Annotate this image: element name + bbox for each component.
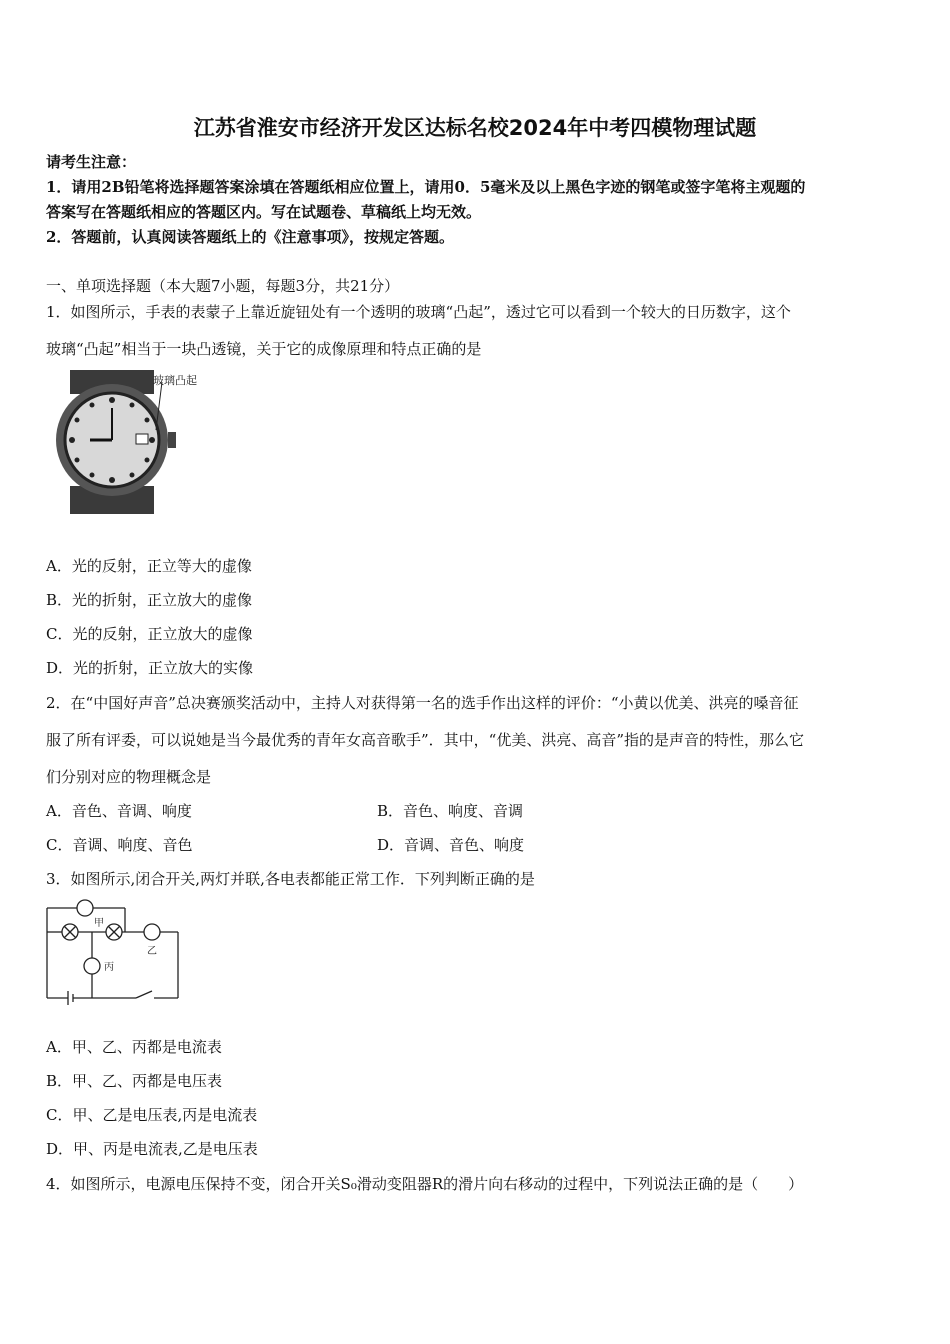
q2-stem-line-2: 服了所有评委，可以说她是当今最优秀的青年女高音歌手”．其中，“优美、洪亮、高音”指的是声音的特性，那么它 [46, 731, 805, 749]
q3-option-a: A．甲、乙、丙都是电流表 [46, 1038, 222, 1056]
q2-option-d: D．音调、音色、响度 [377, 836, 525, 854]
q3-option-b: B．甲、乙、丙都是电压表 [46, 1072, 223, 1090]
q1-option-a: A．光的反射，正立等大的虚像 [46, 557, 252, 575]
q1-watch-figure [50, 368, 220, 516]
q2-option-c: C．音调、响度、音色 [46, 836, 193, 854]
q1-figure-label: 玻璃凸起 [153, 374, 197, 387]
q3-label-yi: 乙 [147, 946, 157, 957]
q1-stem-line-2: 玻璃“凸起”相当于一块凸透镜，关于它的成像原理和特点正确的是 [46, 340, 482, 358]
notice-heading: 请考生注意： [46, 153, 137, 171]
q3-circuit-diagram [40, 896, 190, 1006]
q1-stem-line-1: 1．如图所示，手表的表蒙子上靠近旋钮处有一个透明的玻璃“凸起”，透过它可以看到一个较大的日历数字，这个 [46, 303, 791, 321]
section-heading: 一、单项选择题（本大题7小题，每题3分，共21分） [46, 277, 400, 295]
q1-option-b: B．光的折射，正立放大的虚像 [46, 591, 253, 609]
notice-line-1b: 答案写在答题纸相应的答题区内。写在试题卷、草稿纸上均无效。 [46, 203, 482, 221]
notice-line-1a: 1．请用2B铅笔将选择题答案涂填在答题纸相应位置上，请用0．5毫米及以上黑色字迹的钢笔或签字笔将主观题的 [46, 178, 806, 196]
q3-option-c: C．甲、乙是电压表,丙是电流表 [46, 1106, 258, 1124]
q2-stem-line-3: 们分别对应的物理概念是 [46, 768, 212, 786]
q3-option-d: D．甲、丙是电流表,乙是电压表 [46, 1140, 258, 1158]
q1-option-c: C．光的反射，正立放大的虚像 [46, 625, 253, 643]
page-title: 江苏省淮安市经济开发区达标名校2024年中考四模物理试题 [193, 116, 757, 140]
q3-stem: 3．如图所示,闭合开关,两灯并联,各电表都能正常工作．下列判断正确的是 [46, 870, 535, 888]
q2-option-a: A．音色、音调、响度 [46, 802, 192, 820]
notice-line-2: 2．答题前，认真阅读答题纸上的《注意事项》，按规定答题。 [46, 228, 454, 246]
circuit-icon [40, 896, 190, 1006]
q2-option-b: B．音色、响度、音调 [377, 802, 524, 820]
watch-icon [50, 368, 220, 516]
q3-label-bing: 丙 [104, 962, 114, 973]
q2-stem-line-1: 2．在“中国好声音”总决赛颁奖活动中，主持人对获得第一名的选手作出这样的评价：“小黄以优美、洪亮的嗓音征 [46, 694, 799, 712]
q4-stem: 4．如图所示，电源电压保持不变，闭合开关S₀滑动变阻器R的滑片向右移动的过程中，下列说法正确的是（ ） [46, 1175, 804, 1193]
q3-label-jia: 甲 [94, 918, 104, 929]
q1-option-d: D．光的折射，正立放大的实像 [46, 659, 254, 677]
